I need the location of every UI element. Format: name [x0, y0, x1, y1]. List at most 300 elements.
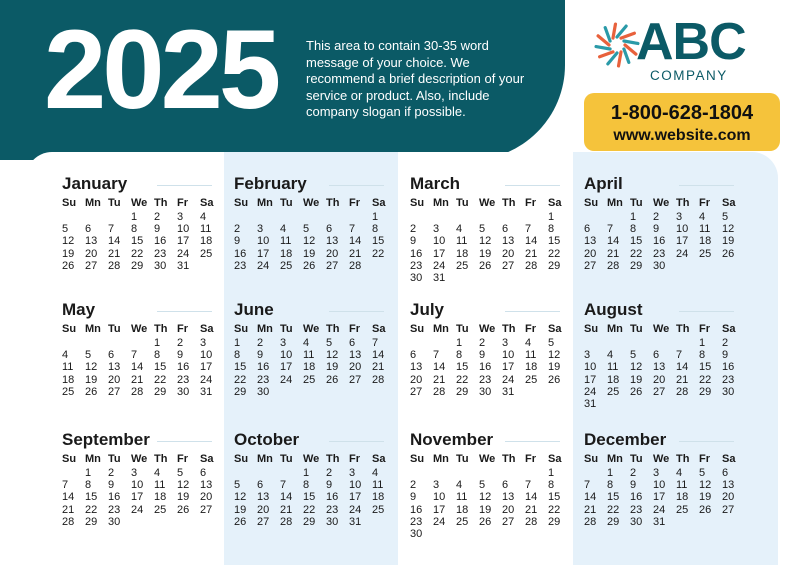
day-cell: 9: [653, 223, 660, 236]
month-name: July: [410, 300, 560, 322]
day-cell: 24: [349, 503, 362, 516]
day-cell: 10: [177, 223, 190, 236]
day-cell: 18: [676, 491, 689, 504]
day-cell: 10: [200, 349, 213, 362]
day-cell: 20: [108, 373, 121, 386]
day-grid: [62, 196, 212, 272]
day-cell: 4: [676, 467, 683, 479]
day-cell: 23: [257, 373, 270, 386]
weekday-label: Su: [234, 323, 249, 335]
day-cell: 16: [108, 491, 121, 504]
day-cell: 6: [108, 349, 115, 362]
day-cell: 14: [131, 361, 144, 374]
day-cell: 20: [502, 247, 515, 260]
day-cell: 16: [177, 361, 190, 374]
day-cell: 9: [479, 349, 486, 362]
month-name: October: [234, 430, 384, 452]
day-cell: 16: [410, 247, 423, 260]
day-cell: 2: [479, 337, 486, 349]
weekday-label: We: [479, 197, 496, 209]
day-cell: 21: [676, 373, 689, 386]
day-cell: 5: [630, 349, 637, 362]
empty-cell: [349, 211, 372, 223]
empty-cell: [433, 337, 456, 349]
weekday-label: Fr: [525, 453, 536, 465]
weekday-label: Su: [410, 453, 425, 465]
weekday-label: Mn: [257, 197, 273, 209]
day-cell: 12: [699, 479, 712, 492]
weekday-label: Mn: [257, 453, 273, 465]
day-cell: 3: [177, 211, 184, 223]
phone-number: 1-800-628-1804: [610, 102, 754, 124]
day-cell: 17: [653, 491, 666, 504]
day-cell: 7: [349, 223, 356, 236]
empty-cell: [234, 211, 257, 223]
day-cell: 24: [200, 373, 213, 386]
weekday-label: We: [479, 453, 496, 465]
day-cell: 6: [200, 467, 207, 479]
day-cell: 5: [85, 349, 92, 362]
day-cell: 15: [303, 491, 316, 504]
day-cell: 20: [349, 361, 362, 374]
day-cell: 14: [676, 361, 689, 374]
weekday-label: Su: [62, 323, 77, 335]
day-cell: 29: [456, 385, 469, 398]
day-cell: 14: [62, 491, 75, 504]
weekday-label: Sa: [200, 323, 214, 335]
day-cell: 3: [257, 223, 264, 236]
day-cell: 30: [630, 515, 643, 528]
weekday-label: Su: [62, 197, 77, 209]
day-cell: 2: [177, 337, 184, 349]
swirl-logo-icon: [594, 22, 640, 68]
day-cell: 19: [630, 373, 643, 386]
day-cell: 26: [479, 259, 492, 272]
day-cell: 14: [525, 235, 538, 248]
day-cell: 21: [607, 247, 620, 260]
month-name: November: [410, 430, 560, 452]
month-may: [62, 300, 212, 398]
weekday-label: We: [131, 453, 148, 465]
day-cell: 2: [410, 479, 417, 492]
day-cell: 8: [607, 479, 614, 492]
weekday-label: Tu: [108, 453, 121, 465]
day-cell: 13: [502, 235, 515, 248]
weekday-label: Fr: [177, 453, 188, 465]
day-cell: 18: [200, 235, 213, 248]
day-cell: 17: [349, 491, 362, 504]
day-cell: 14: [433, 361, 446, 374]
weekday-label: Sa: [722, 323, 736, 335]
day-cell: 21: [433, 373, 446, 386]
month-name: March: [410, 174, 560, 196]
day-cell: 27: [257, 515, 270, 528]
day-cell: 19: [699, 491, 712, 504]
day-cell: 29: [630, 259, 643, 272]
empty-cell: [131, 337, 154, 349]
day-cell: 30: [154, 259, 167, 272]
day-cell: 25: [372, 503, 385, 516]
day-cell: 31: [177, 259, 190, 272]
year-title: 2025: [44, 7, 278, 132]
day-cell: 1: [548, 211, 555, 223]
day-cell: 11: [280, 235, 292, 248]
day-cell: 19: [326, 361, 339, 374]
day-cell: 26: [62, 259, 75, 272]
day-cell: 19: [479, 503, 492, 516]
day-cell: 7: [584, 479, 591, 492]
day-cell: 26: [303, 259, 316, 272]
day-cell: 4: [699, 211, 706, 223]
day-cell: 2: [326, 467, 333, 479]
logo-subtitle: COMPANY: [650, 68, 728, 83]
weekday-label: Sa: [200, 453, 214, 465]
day-cell: 27: [502, 259, 515, 272]
day-cell: 11: [456, 235, 468, 248]
day-cell: 12: [326, 349, 339, 362]
day-cell: 10: [349, 479, 362, 492]
day-cell: 25: [200, 247, 213, 260]
weekday-label: We: [303, 453, 320, 465]
day-cell: 21: [131, 373, 144, 386]
month-name: January: [62, 174, 212, 196]
day-cell: 22: [372, 247, 385, 260]
weekday-label: Sa: [200, 197, 214, 209]
day-cell: 11: [200, 223, 212, 236]
day-cell: 12: [722, 223, 735, 236]
day-cell: 13: [653, 361, 666, 374]
day-cell: 19: [548, 361, 561, 374]
day-cell: 12: [630, 361, 643, 374]
empty-cell: [85, 211, 108, 223]
day-cell: 28: [433, 385, 446, 398]
day-cell: 7: [525, 479, 532, 492]
day-cell: 12: [548, 349, 561, 362]
weekday-label: Fr: [525, 197, 536, 209]
day-cell: 11: [607, 361, 619, 374]
empty-cell: [62, 337, 85, 349]
empty-cell: [525, 211, 548, 223]
day-cell: 16: [410, 503, 423, 516]
weekday-label: Su: [410, 323, 425, 335]
day-cell: 18: [699, 235, 712, 248]
day-cell: 12: [177, 479, 190, 492]
day-cell: 12: [85, 361, 98, 374]
empty-cell: [280, 467, 303, 479]
day-cell: 24: [584, 385, 597, 398]
day-cell: 15: [372, 235, 385, 248]
weekday-label: Fr: [349, 453, 360, 465]
day-cell: 27: [85, 259, 98, 272]
weekday-label: Sa: [372, 453, 386, 465]
day-cell: 12: [479, 235, 492, 248]
day-cell: 6: [257, 479, 264, 492]
day-cell: 7: [62, 479, 69, 492]
day-cell: 29: [607, 515, 620, 528]
day-cell: 8: [456, 349, 463, 362]
day-cell: 3: [676, 211, 683, 223]
day-cell: 15: [85, 491, 98, 504]
weekday-label: Fr: [699, 197, 710, 209]
day-cell: 8: [548, 223, 555, 236]
day-cell: 3: [131, 467, 138, 479]
day-cell: 7: [607, 223, 614, 236]
day-cell: 23: [154, 247, 167, 260]
day-cell: 12: [234, 491, 247, 504]
day-cell: 19: [177, 491, 190, 504]
weekday-label: Mn: [85, 197, 101, 209]
day-grid: [410, 322, 560, 398]
month-name: September: [62, 430, 212, 452]
day-cell: 19: [62, 247, 75, 260]
day-cell: 17: [433, 247, 446, 260]
day-cell: 17: [257, 247, 270, 260]
day-cell: 9: [326, 479, 333, 492]
day-cell: 3: [502, 337, 509, 349]
day-cell: 1: [234, 337, 241, 349]
day-cell: 1: [630, 211, 637, 223]
empty-cell: [584, 211, 607, 223]
day-cell: 10: [502, 349, 515, 362]
weekday-label: Sa: [722, 453, 736, 465]
day-cell: 14: [280, 491, 293, 504]
day-cell: 22: [456, 373, 469, 386]
empty-cell: [280, 211, 303, 223]
empty-cell: [326, 211, 349, 223]
day-cell: 1: [548, 467, 555, 479]
weekday-label: Fr: [349, 323, 360, 335]
month-june: [234, 300, 384, 398]
day-cell: 28: [676, 385, 689, 398]
day-cell: 18: [456, 247, 469, 260]
day-cell: 13: [722, 479, 735, 492]
day-cell: 6: [349, 337, 356, 349]
weekday-label: Sa: [548, 197, 562, 209]
weekday-label: We: [479, 323, 496, 335]
day-cell: 10: [131, 479, 144, 492]
day-cell: 12: [479, 491, 492, 504]
empty-cell: [62, 467, 85, 479]
day-cell: 17: [131, 491, 144, 504]
empty-cell: [479, 211, 502, 223]
day-cell: 26: [177, 503, 190, 516]
day-cell: 20: [502, 503, 515, 516]
day-cell: 25: [62, 385, 75, 398]
day-cell: 2: [630, 467, 637, 479]
day-cell: 18: [607, 373, 620, 386]
day-cell: 26: [85, 385, 98, 398]
weekday-label: Tu: [630, 197, 643, 209]
day-cell: 8: [699, 349, 706, 362]
day-cell: 11: [62, 361, 74, 374]
day-cell: 11: [456, 491, 468, 504]
day-cell: 30: [257, 385, 270, 398]
promo-message: This area to contain 30-35 word message of your choice. We recommend a brief description of your service or product. Also, include company slogan if possible.: [306, 38, 525, 119]
day-grid: [234, 322, 384, 398]
weekday-label: Mn: [433, 323, 449, 335]
day-cell: 7: [372, 337, 379, 349]
day-cell: 28: [280, 515, 293, 528]
day-cell: 30: [177, 385, 190, 398]
weekday-label: Tu: [456, 197, 469, 209]
day-cell: 16: [154, 235, 167, 248]
day-cell: 26: [234, 515, 247, 528]
day-cell: 26: [630, 385, 643, 398]
day-cell: 24: [676, 247, 689, 260]
weekday-label: We: [653, 453, 670, 465]
day-cell: 17: [676, 235, 689, 248]
day-cell: 30: [722, 385, 735, 398]
day-cell: 13: [410, 361, 423, 374]
day-cell: 31: [433, 271, 446, 284]
day-cell: 24: [280, 373, 293, 386]
day-cell: 18: [62, 373, 75, 386]
day-cell: 25: [303, 373, 316, 386]
day-cell: 31: [502, 385, 515, 398]
day-cell: 1: [131, 211, 138, 223]
day-cell: 1: [85, 467, 92, 479]
day-cell: 29: [303, 515, 316, 528]
month-august: [584, 300, 734, 410]
day-cell: 1: [699, 337, 706, 349]
weekday-label: Tu: [108, 197, 121, 209]
day-cell: 24: [433, 259, 446, 272]
weekday-label: Su: [234, 453, 249, 465]
day-cell: 23: [410, 515, 423, 528]
day-cell: 4: [154, 467, 161, 479]
day-cell: 22: [630, 247, 643, 260]
empty-cell: [502, 467, 525, 479]
weekday-label: Mn: [257, 323, 273, 335]
day-cell: 25: [456, 515, 469, 528]
day-cell: 16: [630, 491, 643, 504]
day-cell: 29: [154, 385, 167, 398]
day-cell: 15: [699, 361, 712, 374]
day-cell: 4: [200, 211, 207, 223]
day-cell: 18: [456, 503, 469, 516]
day-grid: [62, 452, 212, 528]
day-cell: 26: [479, 515, 492, 528]
day-cell: 6: [584, 223, 591, 236]
day-cell: 28: [525, 515, 538, 528]
day-cell: 25: [676, 503, 689, 516]
weekday-label: Su: [584, 453, 599, 465]
day-cell: 13: [108, 361, 121, 374]
day-cell: 9: [234, 235, 241, 248]
weekday-label: We: [303, 197, 320, 209]
day-cell: 26: [326, 373, 339, 386]
empty-cell: [630, 337, 653, 349]
weekday-label: Th: [154, 323, 168, 335]
empty-cell: [456, 211, 479, 223]
day-cell: 14: [349, 235, 362, 248]
day-cell: 12: [303, 235, 316, 248]
weekday-label: Sa: [548, 323, 562, 335]
website-url: www.website.com: [613, 127, 751, 144]
month-february: [234, 174, 384, 272]
day-cell: 28: [131, 385, 144, 398]
day-cell: 23: [410, 259, 423, 272]
day-cell: 22: [154, 373, 167, 386]
day-cell: 21: [372, 361, 385, 374]
logo-name: ABC: [636, 13, 746, 71]
weekday-label: Th: [326, 197, 340, 209]
weekday-label: Th: [676, 453, 690, 465]
day-cell: 30: [108, 515, 121, 528]
day-cell: 13: [349, 349, 362, 362]
day-cell: 12: [62, 235, 75, 248]
day-cell: 23: [177, 373, 190, 386]
day-cell: 11: [676, 479, 688, 492]
day-cell: 18: [372, 491, 385, 504]
day-cell: 23: [108, 503, 121, 516]
day-cell: 8: [154, 349, 161, 362]
weekday-label: Mn: [607, 323, 623, 335]
day-cell: 23: [326, 503, 339, 516]
day-cell: 25: [456, 259, 469, 272]
day-grid: [234, 452, 384, 528]
weekday-label: Tu: [630, 453, 643, 465]
weekday-label: Mn: [85, 323, 101, 335]
day-cell: 6: [410, 349, 417, 362]
day-cell: 5: [479, 479, 486, 492]
weekday-label: Fr: [525, 323, 536, 335]
day-cell: 10: [257, 235, 270, 248]
day-cell: 3: [349, 467, 356, 479]
month-name: May: [62, 300, 212, 322]
empty-cell: [433, 467, 456, 479]
weekday-label: Fr: [349, 197, 360, 209]
header-band: [0, 0, 565, 160]
day-cell: 16: [234, 247, 247, 260]
month-name: April: [584, 174, 734, 196]
day-cell: 19: [234, 503, 247, 516]
day-cell: 10: [584, 361, 597, 374]
day-cell: 10: [280, 349, 293, 362]
day-cell: 24: [653, 503, 666, 516]
day-cell: 19: [479, 247, 492, 260]
day-cell: 23: [653, 247, 666, 260]
day-cell: 19: [722, 235, 735, 248]
empty-cell: [410, 337, 433, 349]
month-march: [410, 174, 560, 284]
day-cell: 2: [410, 223, 417, 236]
day-cell: 19: [85, 373, 98, 386]
day-cell: 5: [722, 211, 729, 223]
empty-cell: [433, 211, 456, 223]
day-cell: 23: [479, 373, 492, 386]
weekday-label: Th: [502, 453, 516, 465]
day-cell: 26: [548, 373, 561, 386]
day-cell: 30: [653, 259, 666, 272]
day-cell: 18: [525, 361, 538, 374]
empty-cell: [410, 467, 433, 479]
day-cell: 13: [200, 479, 213, 492]
month-september: [62, 430, 212, 528]
day-cell: 16: [326, 491, 339, 504]
day-cell: 14: [525, 491, 538, 504]
day-cell: 26: [722, 247, 735, 260]
weekday-label: Mn: [607, 197, 623, 209]
day-cell: 5: [62, 223, 69, 236]
day-cell: 23: [722, 373, 735, 386]
day-cell: 9: [410, 491, 417, 504]
day-cell: 2: [653, 211, 660, 223]
day-cell: 1: [372, 211, 379, 223]
day-cell: 3: [433, 479, 440, 492]
day-cell: 27: [326, 259, 339, 272]
empty-cell: [676, 337, 699, 349]
